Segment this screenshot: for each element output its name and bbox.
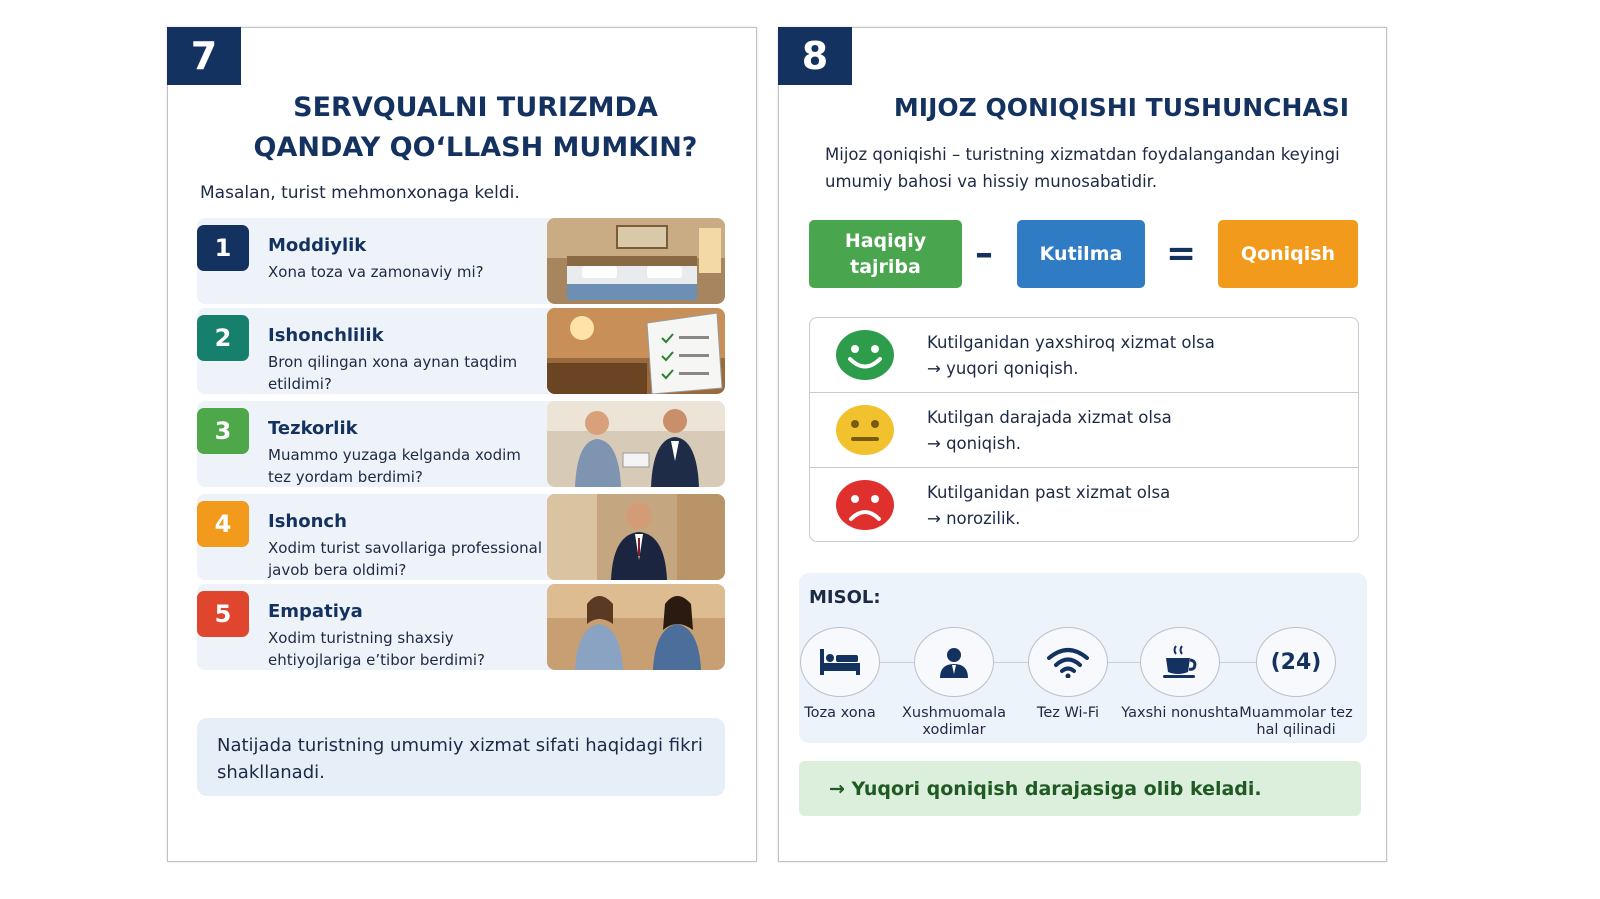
result-note: Natijada turistning umumiy xizmat sifati haqidagi fikri shakllanadi. [197,718,725,796]
example-item [1009,627,1127,722]
card-number-badge: 7 [167,27,241,85]
scenario-row-better [810,318,1359,393]
dimension-number: 5 [197,591,249,637]
equation-actual-experience: Haqiqiy tajriba [809,220,962,288]
dimension-title: Ishonch [268,511,347,532]
scenario-row-expected [810,393,1359,468]
example-label: Xushmuomala xodimlar [902,705,1006,738]
card-title [188,88,763,168]
24-hours-icon: (24) [1270,649,1322,675]
scenario-outcome: → yuqori qoniqish. [927,359,1079,378]
dimension-title: Moddiylik [268,235,367,256]
example-item [781,627,899,722]
intro-text: Masalan, turist mehmonxonaga keldi. [200,183,520,203]
example-item [1121,627,1239,722]
scenario-outcome: → qoniqish. [927,434,1022,453]
sad-face-icon [835,479,895,531]
dimension-title: Tezkorlik [268,418,358,439]
equation-satisfaction: Qoniqish [1218,220,1358,288]
conclusion-banner: → Yuqori qoniqish darajasiga olib keladi. [799,761,1361,816]
definition-text: Mijoz qoniqishi – turistning xizmatdan foydalangandan keyingi umumiy bahosi va hissiy munosabatidir. [825,145,1340,191]
equation-equals: = [1166,233,1197,274]
staff-helping-photo [547,401,725,487]
title-line-1: SERVQUALNI TURIZMDA [293,92,658,123]
dimension-row-empatiya [197,584,725,670]
happy-face-icon [835,329,895,381]
neutral-face-icon [835,404,895,456]
dimension-number: 1 [197,225,249,271]
staff-icon [936,646,972,678]
hotel-room-photo [547,218,725,304]
professional-staff-photo [547,494,725,580]
equation-minus: – [975,233,993,274]
coffee-cup-icon [1160,644,1200,680]
example-label: Tez Wi-Fi [1036,705,1100,721]
card-number-badge: 8 [778,27,852,85]
dimension-title: Ishonchlilik [268,325,384,346]
dimension-number: 2 [197,315,249,361]
example-label: Muammolar tez hal qilinadi [1239,705,1353,738]
scenario-row-worse [810,468,1359,542]
dimension-row-tezkorlik [197,401,725,487]
examples-panel [799,573,1367,743]
dimension-number: 4 [197,501,249,547]
scenario-condition: Kutilganidan past xizmat olsa [927,483,1171,502]
example-item [895,627,1013,739]
dimension-row-ishonchlilik [197,308,725,394]
dimension-desc: Xodim turist savollariga professional javob bera oldimi? [268,539,542,579]
wifi-icon [1046,646,1090,678]
bed-icon [818,647,862,677]
customer-satisfaction-card [778,27,1387,862]
scenario-condition: Kutilgan darajada xizmat olsa [927,408,1172,427]
example-label: Toza xona [804,705,876,721]
empathy-photo [547,584,725,670]
servqual-card [167,27,757,862]
example-label: Yaxshi nonushta [1121,705,1239,721]
title-line-2: QANDAY QO‘LLASH MUMKIN? [253,132,698,163]
examples-label: MISOL: [809,587,881,608]
dimension-row-ishonch [197,494,725,580]
equation-expectation: Kutilma [1017,220,1145,288]
scenario-outcome: → norozilik. [927,509,1021,528]
checklist-photo [547,308,725,394]
dimension-title: Empatiya [268,601,363,622]
dimension-row-moddiylik [197,218,725,304]
dimension-desc: Bron qilingan xona aynan taqdim etildimi? [268,353,518,393]
dimension-desc: Muammo yuzaga kelganda xodim tez yordam berdimi? [268,446,521,486]
dimension-number: 3 [197,408,249,454]
dimension-desc: Xodim turistning shaxsiy ehtiyojlariga e’tibor berdimi? [268,629,485,669]
dimension-desc: Xona toza va zamonaviy mi? [268,263,484,281]
example-item [1237,627,1355,739]
scenario-condition: Kutilganidan yaxshiroq xizmat olsa [927,333,1215,352]
card-title: MIJOZ QONIQISHI TUSHUNCHASI [893,93,1350,122]
scenario-list [809,317,1359,542]
